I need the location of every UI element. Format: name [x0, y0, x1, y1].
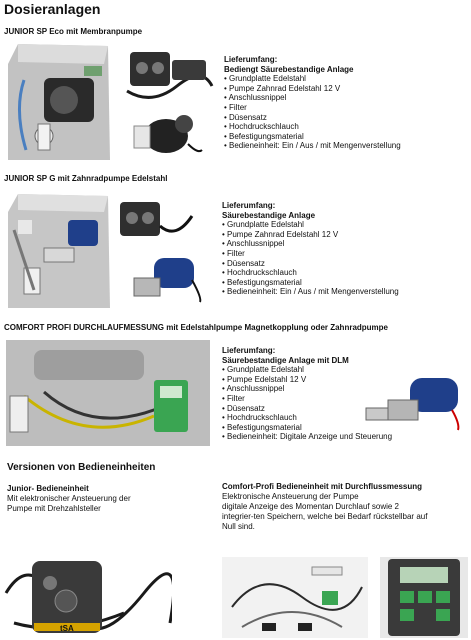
junior-unit-line: Mit elektronischer Ansteuerung der: [7, 494, 131, 503]
list-item: • Bedieneinheit: Ein / Aus / mit Mengenverstellung: [222, 287, 399, 297]
delivery-heading: Lieferumfang:: [224, 55, 278, 64]
versions-title: Versionen von Bedieneinheiten: [7, 462, 156, 473]
delivery-subheading: Säurebestandige Anlage: [222, 210, 316, 220]
photo-junior-sp-g-plate: [4, 190, 115, 308]
photo-junior-sp-eco-plate: [4, 40, 115, 160]
list-item: • Befestigungsmaterial: [222, 422, 302, 432]
list-item: • Pumpe Zahnrad Edelstahl 12 V: [222, 229, 339, 239]
delivery-list-g: [222, 201, 399, 297]
list-item: • Hochdruckschlauch: [222, 413, 297, 423]
junior-unit-text: [7, 484, 173, 514]
comfort-unit-text: [222, 482, 468, 532]
junior-unit-line: Pumpe mit Drehzahlsteller: [7, 504, 101, 513]
photo-comfort-profi-plate: [4, 336, 214, 450]
delivery-subheading: Säurebestandige Anlage mit DLM: [222, 355, 349, 365]
device-label: tSA: [60, 624, 74, 633]
list-item: • Hochdruckschlauch: [224, 122, 299, 132]
section-title-comfort-profi: COMFORT PROFI DURCHLAUFMESSUNG mit Edelstahlpumpe Magnetkopplung oder Zahnradpumpe: [4, 323, 389, 332]
list-item: • Grundplatte Edelstahl: [222, 220, 304, 230]
list-item: • Filter: [222, 393, 245, 403]
list-item: • Grundplatte Edelstahl: [222, 365, 304, 375]
list-item: • Filter: [222, 248, 245, 258]
page-title: Dosieranlagen: [4, 1, 101, 17]
delivery-list-eco: [224, 55, 401, 151]
list-item: • Anschlussnippel: [222, 384, 285, 394]
photo-magnetic-pump: [360, 370, 464, 432]
list-item: • Befestigungsmaterial: [222, 277, 302, 287]
list-item: • Bedieneinheit: Digitale Anzeige und Steuerung: [222, 432, 393, 442]
photo-gear-pump: [122, 250, 204, 304]
list-item: • Düsensatz: [222, 258, 265, 268]
list-item: • Bedieneinheit: Ein / Aus / mit Mengenverstellung: [224, 141, 401, 151]
list-item: • Düsensatz: [224, 112, 267, 122]
list-item: • Filter: [224, 102, 247, 112]
list-item: • Düsensatz: [222, 403, 265, 413]
section-title-junior-sp-eco: JUNIOR SP Eco mit Membranpumpe: [4, 27, 143, 36]
delivery-subheading: Bediengt Säurebestandige Anlage: [224, 64, 354, 74]
photo-junior-control-unit: [4, 553, 172, 638]
list-item: • Anschlussnippel: [224, 93, 287, 103]
comfort-unit-line: integrier-ten Speichern, welche bei Bedarf rückstellbar auf: [222, 512, 428, 521]
section-title-junior-sp-g: JUNIOR SP G mit Zahnradpumpe Edelstahl: [4, 174, 168, 183]
junior-unit-title: Junior- Bedieneinheit: [7, 484, 89, 493]
photo-control-unit-g: [116, 196, 196, 246]
comfort-unit-title: Comfort-Profi Bedieneinheit mit Durchflussmessung: [222, 482, 423, 491]
photo-display-unit: [380, 557, 468, 638]
list-item: • Befestigungsmaterial: [224, 131, 304, 141]
comfort-unit-line: Null sind.: [222, 522, 255, 531]
list-item: • Grundplatte Edelstahl: [224, 74, 306, 84]
comfort-unit-line: digitale Anzeige des Momentan Durchlauf sowie 2: [222, 502, 399, 511]
list-item: • Hochdruckschlauch: [222, 268, 297, 278]
list-item: • Pumpe Zahnrad Edelstahl 12 V: [224, 83, 341, 93]
delivery-heading: Lieferumfang:: [222, 346, 276, 355]
list-item: • Anschlussnippel: [222, 239, 285, 249]
list-item: • Pumpe Edelstahl 12 V: [222, 374, 307, 384]
comfort-unit-line: Elektronische Ansteuerung der Pumpe: [222, 492, 359, 501]
delivery-heading: Lieferumfang:: [222, 201, 276, 210]
photo-control-unit-eco: [122, 46, 215, 100]
photo-membrane-pump: [128, 104, 204, 160]
photo-flowmeter-cable: [222, 557, 368, 638]
